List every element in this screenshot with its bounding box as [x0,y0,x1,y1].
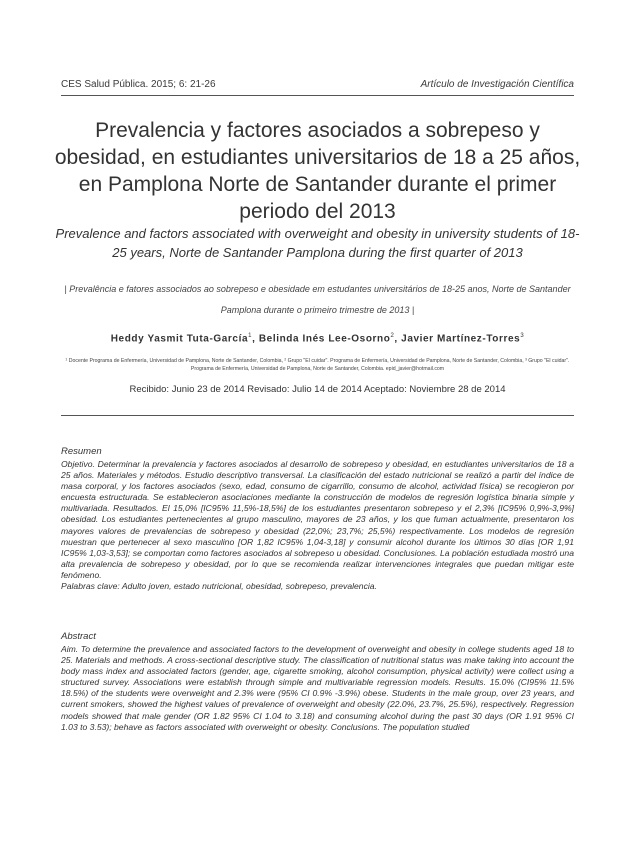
paper-title: Prevalencia y factores asociados a sobrepeso y obesidad, en estudiantes universitarios de 18 a 25 años, en Pamplona Norte de Santander durante el primer periodo del 2013 [54,119,581,223]
abstract-heading: Abstract [61,631,96,642]
resumen-heading: Resumen [61,446,102,457]
article-type: Artículo de Investigación Científica [420,79,574,90]
resumen-body [61,459,574,592]
abstract-text: Aim. To determine the prevalence and associated factors to the development of overweight and obesity in college students aged 18 to 25. Materials and methods. A cross-sectional descriptive study. The classification of nutritional status was make taking into account the body mass index and associated factors (gender, age, cigarette smoking, alcohol consumption, physical activity) were collect using a structured survey. Associations were establish through simple and multivariable regression models. Results. 15.0% (CI95% 11.5% 18.5%) of the students were overweight and 2.3% were (95% CI 0.9% -3.9%) obese. Students in the male group, over 23 years, and current smokers, showed the highest values of prevalence of overweight and obesity (22.0%, 23.7%, 25.5%), respectively. Regression models showed that male gender (OR 1.82 95% CI 1.04 to 3.18) and consuming alcohol during the past 30 days (OR 1.91 95% CI 1.03 to 3.53); behave as factors associated with overweight or obesity. Conclusions. The population studied [61,644,574,732]
resumen-keywords: Palabras clave: Adulto joven, estado nutricional, obesidad, sobrepeso, prevalencia. [61,581,377,592]
author-affiliation-mark: 2 [390,333,395,339]
resumen-text: Objetivo. Determinar la prevalencia y factores asociados al desarrollo de sobrepeso y obesidad, en estudiantes universitarios de 18 a 25 años. Materiales y métodos. Estudio descriptivo transversal. La clasificación del estado nutricional se realizó a partir del índice de masa corporal, y los factores asociados (sexo, edad, consumo de cigarrillo, consumo de alcohol, actividad física) se recogieron por encuesta estructurada. Se establecieron asociaciones mediante la construcción de modelos de regresión logística binaria simple y multivariada. Resultados. El 15,0% [IC95% 11,5%-18,5%] de los estudiantes presentaron sobrepeso y el 2,3% [IC95% 0,9%-3,9%] obesidad. Los estudiantes pertenecientes al grupo masculino, mayores de 23 años, y los que fuman actualmente, presentaron los mayores valores de prevalencias de sobrepeso y obesidad (22,0%; 23,7%; 25,5%) respectivamente. Los modelos de regresión muestran que pertenecer al sexo masculino [OR 1,82 IC95% 1,04-3,18] y consumir alcohol durante los últimos 30 días [OR 1,91 IC95% 1,03-3,53]; se comportan como factores asociados al sobrepeso u obesidad. Conclusiones. La población estudiada mostró una alta prevalencia de sobrepeso y obesidad, por lo que se recomienda realizar intervenciones integrales que puedan mitigar este fenómeno. [61,459,574,580]
author-name: Javier Martínez-Torres [401,333,521,345]
abstract-body [61,644,574,733]
author-affiliation-mark: 1 [248,333,253,339]
paper-title-english: Prevalence and factors associated with overweight and obesity in university students of 18-25 years, Norte de Santander Pamplona during the first quarter of 2013 [55,226,580,260]
dates-rule [61,415,574,416]
header-rule [61,95,574,96]
author-list: Heddy Yasmit Tuta-García$^1$, Belinda Inés Lee-Osorno$^2$, Javier Martínez-Torres$^3$ [110,333,525,345]
journal-citation: CES Salud Pública. 2015; 6: 21-26 [61,79,216,90]
paper-title-portuguese: | Prevalência e fatores associados ao sobrepeso e obesidade em estudantes universitários de 18-25 anos, Norte de Santander Pamplona durante o primeiro trimestre de 2013 | [64,284,571,315]
author-affiliation-mark: 3 [520,333,525,339]
affiliations: ¹ Docente Programa de Enfermería, Universidad de Pamplona, Norte de Santander, Colombia, ² Grupo "El cuidar". Programa de Enfermería, Universidad de Pamplona, Norte de Santander, Colombia, ³ Grupo "El cuidar". Programa de Enfermería, Universidad de Pamplona, Norte de Santander, Colombia. epid_javier@hotmail.com [65,358,570,372]
author-name: Belinda Inés Lee-Osorno [258,333,391,345]
submission-dates: Recibido: Junio 23 de 2014 Revisado: Julio 14 de 2014 Aceptado: Noviembre 28 de 2014 [129,384,506,395]
author-name: Heddy Yasmit Tuta-García [110,333,249,345]
